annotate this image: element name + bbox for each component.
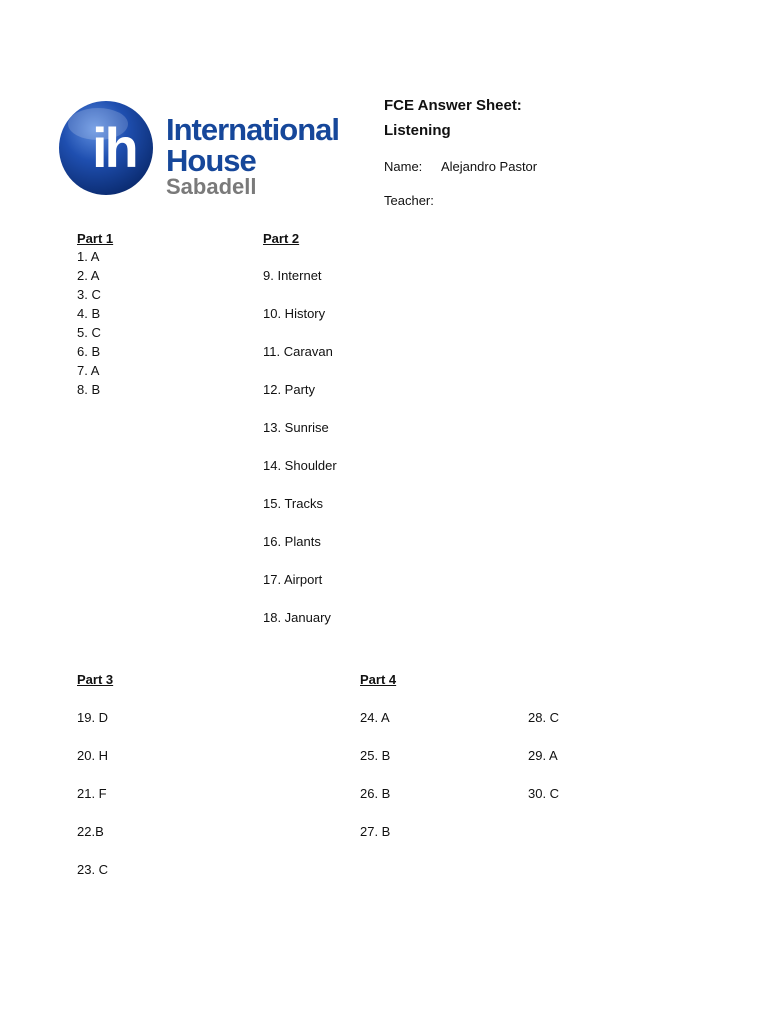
answer-item: 17. Airport [263,572,323,587]
answer-item: 27. B [360,824,391,839]
name-value: Alejandro Pastor [441,159,538,174]
answer-item: 6. B [77,344,101,359]
answer-item: 16. Plants [263,534,321,549]
part4-heading: Part 4 [360,672,397,687]
answer-item: 22.B [77,824,104,839]
answer-item: 24. A [360,710,390,725]
answer-item: 28. C [528,710,560,725]
answer-item: 26. B [360,786,391,801]
logo-line-international: International [166,112,340,147]
logo-line-house: House [166,143,256,178]
answer-item: 21. F [77,786,107,801]
part3-heading: Part 3 [77,672,114,687]
answer-item: 19. D [77,710,109,725]
answer-item: 13. Sunrise [263,420,329,435]
sheet-title: FCE Answer Sheet: [384,97,522,114]
answer-item: 30. C [528,786,560,801]
part1-heading: Part 1 [77,231,114,246]
logo-line-sabadell: Sabadell [166,174,257,199]
answer-item: 5. C [77,325,101,340]
answer-item: 25. B [360,748,391,763]
logo-mark: ih [92,116,136,179]
answer-item: 11. Caravan [263,344,333,359]
answer-item: 2. A [77,268,100,283]
answer-item: 15. Tracks [263,496,323,511]
answer-item: 3. C [77,287,101,302]
sheet-subtitle: Listening [384,122,451,139]
answer-item: 8. B [77,382,101,397]
teacher-label: Teacher: [384,193,434,208]
answer-item: 9. Internet [263,268,322,283]
international-house-logo [58,98,354,200]
part2-heading: Part 2 [263,231,300,246]
answer-item: 1. A [77,249,100,264]
answer-item: 23. C [77,862,109,877]
answer-item: 29. A [528,748,558,763]
answer-item: 12. Party [263,382,316,397]
answer-item: 7. A [77,363,100,378]
answer-item: 14. Shoulder [263,458,337,473]
name-label: Name: [384,159,423,174]
answer-item: 18. January [263,610,331,625]
answer-item: 4. B [77,306,101,321]
answer-item: 10. History [263,306,326,321]
answer-item: 20. H [77,748,109,763]
